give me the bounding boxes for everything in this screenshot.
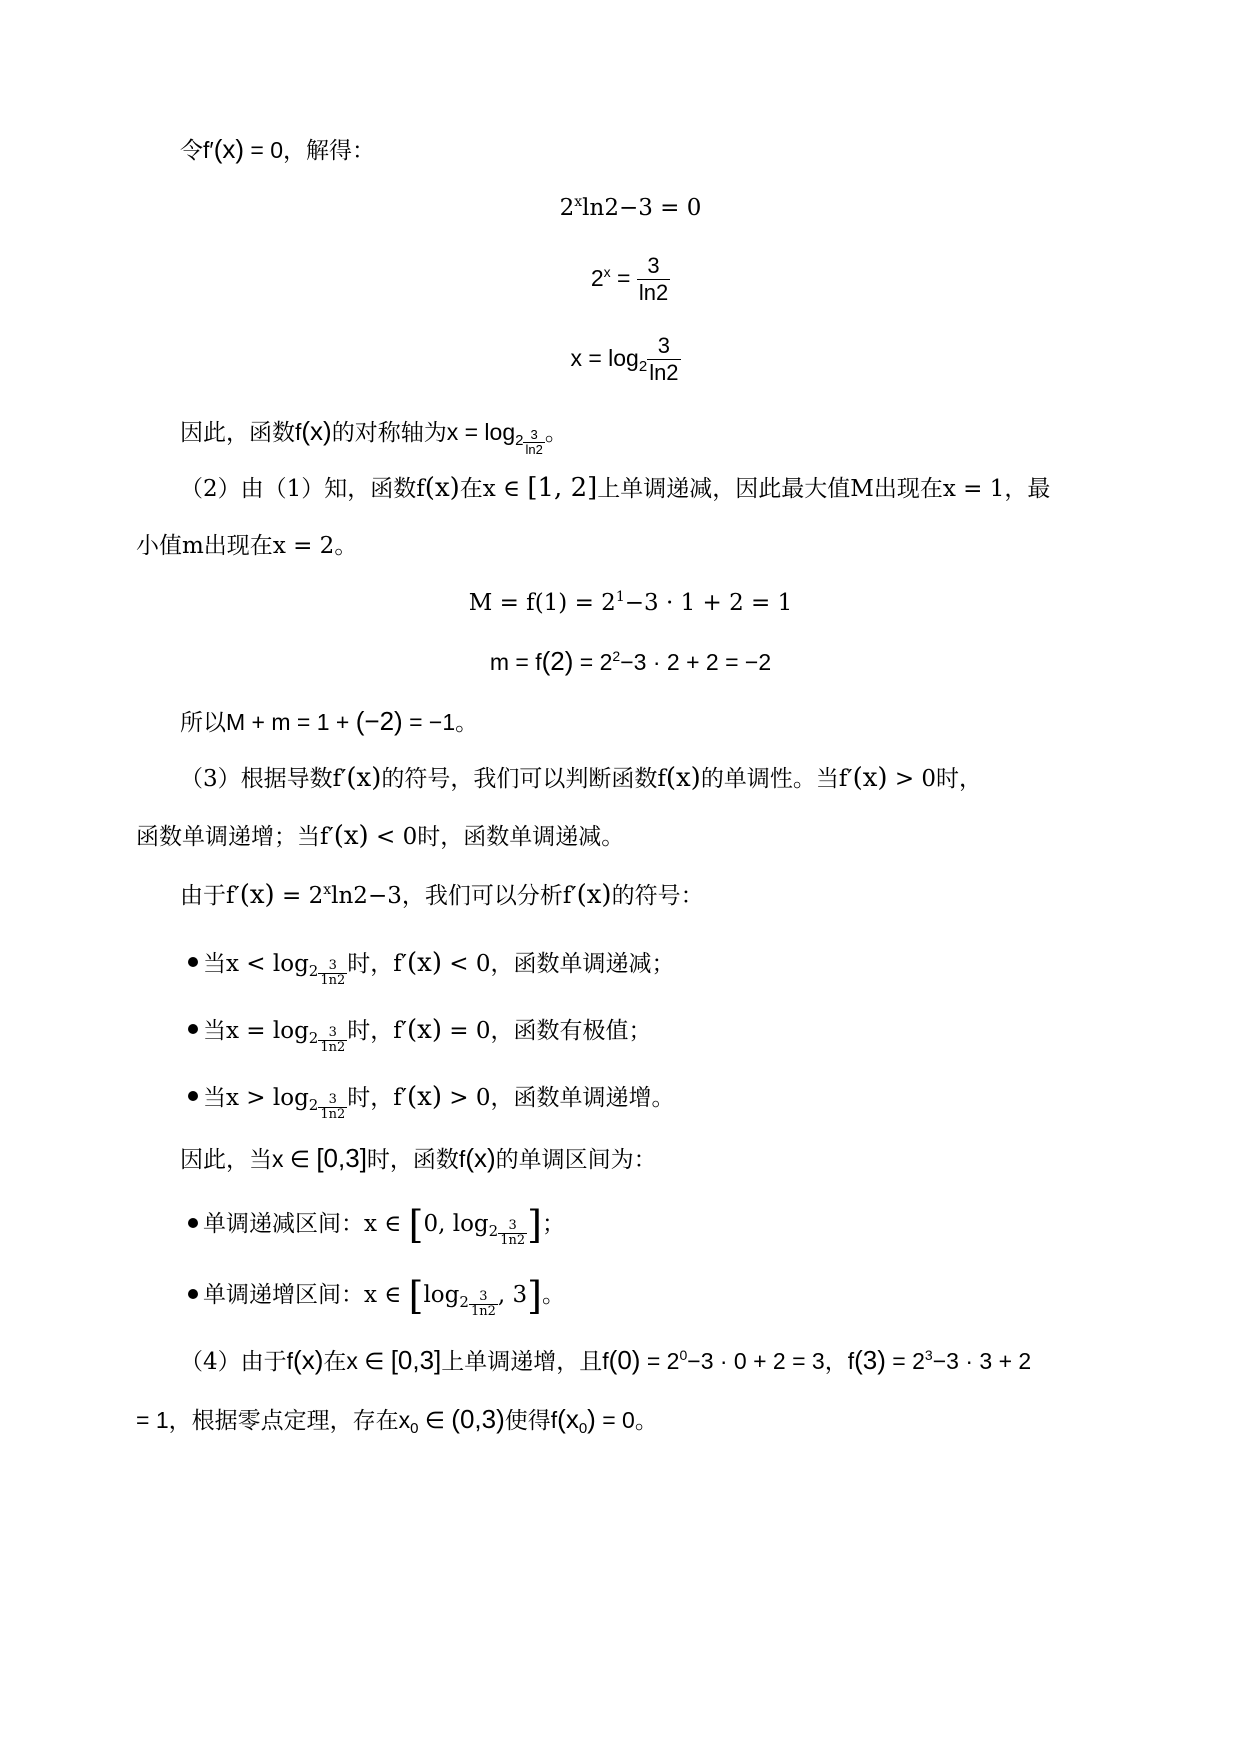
- math-term: (x): [424, 473, 460, 503]
- equation: [0, 588, 1241, 618]
- math-term: f′: [203, 137, 214, 163]
- math-term: (x): [346, 763, 382, 793]
- bullet-icon: [188, 1091, 198, 1101]
- text-segment: 的对称轴为: [331, 420, 447, 446]
- fraction-numerator: 3: [318, 959, 347, 974]
- text-segment: 在: [459, 476, 483, 502]
- text-line: [180, 706, 478, 738]
- math-exponent: x: [574, 194, 583, 210]
- text-segment: ，函数有极值；: [490, 1018, 652, 1044]
- text-segment: 的符号，我们可以判断函数: [381, 766, 658, 792]
- text-segment: ，函数单调递减；: [490, 951, 675, 977]
- fraction: [318, 959, 347, 988]
- fraction: [647, 333, 680, 386]
- fraction-denominator: 1n2: [500, 1232, 526, 1248]
- math-term: (x): [852, 763, 888, 793]
- text-segment: ，: [824, 1349, 848, 1375]
- text-segment: 上单调递减，因此最大值M出现在: [597, 476, 943, 502]
- text-line: [136, 1404, 658, 1436]
- text-segment: 当: [203, 1085, 226, 1111]
- text-segment: 时，: [347, 1018, 394, 1044]
- math-subscript: 2: [638, 358, 648, 375]
- text-segment: ，我们可以分析: [401, 883, 563, 909]
- math-term: = 2: [885, 1348, 925, 1374]
- math-exponent: x: [323, 882, 332, 898]
- fraction-numerator: 3: [647, 333, 680, 360]
- math-term: f′: [838, 766, 853, 792]
- math-term: x = log: [570, 345, 639, 371]
- math-term: x ∈: [272, 1146, 317, 1172]
- equation: [0, 646, 1241, 677]
- bullet-icon: [188, 1024, 198, 1034]
- list-item: [203, 1079, 675, 1122]
- fraction-denominator: 1n2: [470, 1303, 496, 1319]
- math-term: −3 · 1 + 2 = 1: [624, 590, 793, 616]
- math-subscript: 0: [410, 1420, 419, 1437]
- math-term: (−2): [355, 706, 403, 736]
- text-segment: 所以: [180, 710, 226, 736]
- text-segment: 的单调区间为：: [495, 1147, 657, 1173]
- text-segment: 由于: [180, 883, 226, 909]
- math-term: f: [286, 1348, 294, 1374]
- math-term: x ∈: [482, 476, 528, 502]
- math-term: = 0: [441, 1018, 491, 1044]
- math-term: (0): [608, 1345, 641, 1375]
- math-term: (x): [293, 1345, 324, 1375]
- text-segment: 时，: [936, 766, 983, 792]
- math-term: x = log: [226, 1018, 309, 1044]
- equation: [0, 330, 1241, 386]
- math-term: ): [587, 1404, 596, 1434]
- text-segment: （4）由于: [180, 1349, 287, 1375]
- math-subscript: 2: [515, 432, 524, 449]
- text-segment: 单调递增区间：: [203, 1282, 364, 1308]
- math-term: −3 · 3 + 2: [932, 1348, 1032, 1374]
- text-line: [180, 413, 568, 457]
- math-term: f′: [393, 951, 408, 977]
- fraction-numerator: 3: [637, 253, 670, 280]
- math-term: x = 2: [272, 533, 335, 559]
- math-term: (x): [407, 1015, 442, 1045]
- fraction-numerator: 3: [318, 1093, 347, 1108]
- math-term: (x): [576, 880, 612, 910]
- math-term: =: [610, 265, 637, 291]
- text-segment: 时，函数单调递减。: [417, 824, 625, 850]
- text-segment: 小值m出现在: [136, 533, 273, 559]
- text-segment: ，函数单调递增。: [490, 1085, 675, 1111]
- math-term: f′: [562, 883, 577, 909]
- math-term: = 2: [640, 1348, 680, 1374]
- math-term: (x): [239, 880, 275, 910]
- math-term: (x): [407, 1082, 442, 1112]
- bullet-icon: [188, 1289, 198, 1299]
- math-term: = 0: [244, 137, 284, 163]
- equation: [0, 250, 1241, 306]
- bullet-icon: [188, 1218, 198, 1228]
- text-segment: 因此，当: [180, 1147, 272, 1173]
- text-segment: （2）由（1）知，函数: [180, 476, 417, 502]
- math-term: ∈: [418, 1407, 452, 1433]
- text-segment: ，解得：: [283, 138, 376, 164]
- fraction: [318, 1093, 347, 1122]
- math-term: f′: [226, 883, 240, 909]
- bracket: [: [408, 1203, 424, 1247]
- math-term: x < log: [226, 951, 309, 977]
- bullet-icon: [188, 957, 198, 967]
- math-term: x = 1: [942, 476, 1005, 502]
- text-segment: 上单调递增，且: [441, 1349, 603, 1375]
- math-term: f: [295, 419, 302, 445]
- text-segment: 时，: [347, 951, 394, 977]
- math-term: = 0: [595, 1407, 635, 1433]
- text-segment: 当: [203, 1018, 226, 1044]
- fraction: [498, 1219, 527, 1248]
- math-term: f: [416, 476, 425, 502]
- text-segment: ；: [541, 1211, 565, 1237]
- fraction-numerator: 3: [498, 1219, 527, 1234]
- text-segment: ，根据零点定理，存在: [168, 1408, 399, 1434]
- text-segment: 。: [544, 420, 568, 446]
- math-term: −3 · 2 + 2 = −2: [620, 649, 772, 675]
- fraction-denominator: 1n2: [320, 972, 346, 988]
- text-line: [136, 531, 357, 561]
- math-term: (x): [465, 1143, 496, 1173]
- math-term: log: [423, 1282, 460, 1308]
- math-term: x > log: [226, 1085, 309, 1111]
- text-segment: 函数单调递增；当: [136, 824, 320, 850]
- math-term: = 2: [274, 883, 324, 909]
- math-term: (x): [301, 416, 332, 446]
- text-line: [180, 1345, 1031, 1377]
- list-item: [203, 1274, 565, 1319]
- fraction: [637, 253, 670, 306]
- text-line: [136, 821, 624, 852]
- text-segment: 令: [180, 138, 203, 164]
- math-exponent: 1: [615, 589, 625, 605]
- math-term: 2: [559, 195, 575, 221]
- text-segment: 时，函数: [366, 1147, 459, 1173]
- math-subscript: 2: [308, 1029, 319, 1047]
- math-term: < 0: [441, 951, 491, 977]
- text-segment: 因此，函数: [180, 420, 295, 446]
- math-exponent: 0: [679, 1347, 688, 1363]
- math-term: (x): [213, 134, 245, 164]
- fraction-denominator: 1n2: [320, 1039, 346, 1055]
- math-exponent: 2: [612, 648, 621, 664]
- math-term: f: [550, 1407, 558, 1433]
- math-term: [0,3]: [316, 1143, 367, 1173]
- text-segment: 。: [634, 1408, 658, 1434]
- text-line: [180, 1143, 657, 1175]
- text-segment: 当: [203, 951, 226, 977]
- math-term: [0,3]: [390, 1345, 442, 1375]
- fraction-numerator: 3: [523, 428, 544, 443]
- list-item: [203, 945, 675, 988]
- math-term: x ∈: [364, 1211, 409, 1237]
- fraction-numerator: 3: [469, 1290, 498, 1305]
- math-term: > 0: [887, 766, 937, 792]
- math-term: (2): [541, 646, 574, 676]
- fraction: [523, 428, 544, 457]
- text-segment: 的单调性。当: [700, 766, 839, 792]
- math-term: (0,3): [451, 1404, 505, 1434]
- bracket: ]: [527, 1274, 542, 1318]
- text-line: [180, 134, 375, 166]
- text-segment: 时，: [347, 1085, 394, 1111]
- math-subscript: 2: [459, 1293, 469, 1311]
- math-term: = −1: [402, 709, 456, 735]
- math-exponent: 3: [924, 1347, 933, 1363]
- math-term: M + m = 1 +: [226, 709, 356, 735]
- math-term: (x): [407, 948, 442, 978]
- math-term: x ∈: [364, 1282, 409, 1308]
- math-exponent: x: [603, 264, 611, 280]
- math-term: ln2−3: [331, 883, 402, 909]
- math-term: x: [398, 1407, 411, 1433]
- math-term: , 3: [497, 1282, 528, 1308]
- math-term: = 2: [573, 649, 613, 675]
- text-segment: 。: [455, 710, 479, 736]
- math-term: f: [657, 766, 666, 792]
- text-line: [180, 473, 1050, 504]
- fraction: [469, 1290, 498, 1319]
- math-term: x = log: [446, 419, 516, 445]
- math-term: f′: [393, 1018, 408, 1044]
- equation: [0, 193, 1241, 223]
- fraction-denominator: 1n2: [320, 1106, 346, 1122]
- math-term: f: [847, 1348, 855, 1374]
- math-term: f′: [320, 824, 334, 850]
- text-segment: ，最: [1004, 476, 1051, 502]
- math-term: (x): [333, 821, 369, 851]
- text-segment: 的符号：: [611, 883, 704, 909]
- bracket: [: [408, 1274, 424, 1318]
- text-segment: 。: [541, 1282, 565, 1308]
- math-term: f′: [332, 766, 347, 792]
- math-term: > 0: [441, 1085, 491, 1111]
- math-term: ln2−3 = 0: [582, 195, 702, 221]
- math-term: 0, log: [423, 1211, 489, 1237]
- fraction-denominator: ln2: [525, 441, 543, 457]
- math-term: M = f(1) = 2: [468, 590, 616, 616]
- math-subscript: 0: [578, 1420, 588, 1437]
- text-segment: （3）根据导数: [180, 766, 333, 792]
- math-term: f: [602, 1348, 609, 1374]
- text-segment: 单调递减区间：: [203, 1211, 364, 1237]
- math-term: −3 · 0 + 2 = 3: [687, 1348, 825, 1374]
- math-term: x ∈: [346, 1348, 391, 1374]
- math-term: (x: [557, 1404, 579, 1434]
- text-line: [180, 763, 982, 794]
- math-term: [1, 2]: [527, 473, 598, 503]
- text-line: [180, 880, 704, 911]
- math-term: (3): [854, 1345, 886, 1375]
- bracket: ]: [527, 1203, 542, 1247]
- math-term: = 1: [136, 1407, 169, 1433]
- fraction-denominator: ln2: [649, 360, 679, 386]
- list-item: [203, 1203, 565, 1248]
- math-subscript: 2: [308, 962, 319, 980]
- text-segment: 在: [323, 1349, 347, 1375]
- fraction-numerator: 3: [318, 1026, 347, 1041]
- math-term: 2: [590, 265, 604, 291]
- list-item: [203, 1012, 652, 1055]
- math-term: < 0: [368, 824, 418, 850]
- text-segment: 。: [334, 533, 358, 559]
- fraction: [318, 1026, 347, 1055]
- math-term: f: [458, 1146, 466, 1172]
- math-subscript: 2: [308, 1096, 319, 1114]
- math-subscript: 2: [488, 1222, 499, 1240]
- text-segment: 使得: [504, 1408, 551, 1434]
- fraction-denominator: ln2: [638, 280, 669, 306]
- math-term: (x): [665, 763, 701, 793]
- math-term: f′: [393, 1085, 408, 1111]
- math-term: m = f: [489, 649, 542, 675]
